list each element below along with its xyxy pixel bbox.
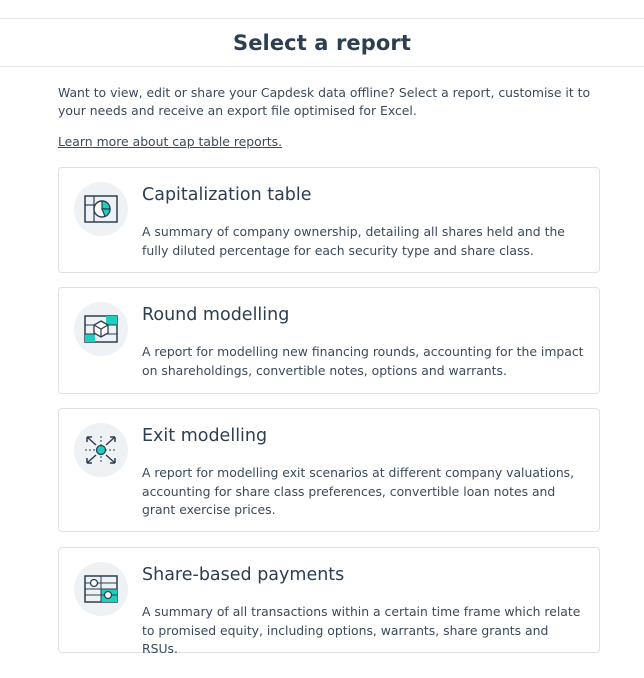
report-description: A report for modelling exit scenarios at different company valuations, accounting for share class preferences, convertible loan notes and grant exercise prices. — [142, 465, 575, 517]
report-title: Exit modelling — [142, 426, 268, 446]
intro-text: Want to view, edit or share your Capdesk data offline? Select a report, customise it to your needs and receive an export file optimised for Excel. — [58, 85, 591, 118]
report-card-round-modelling[interactable] — [58, 287, 600, 394]
page-title: Select a report — [232, 30, 412, 55]
pie-grid-icon — [84, 195, 118, 223]
report-description: A report for modelling new financing rounds, accounting for the impact on shareholdings, convertible notes, options and warrants. — [142, 344, 584, 378]
report-description: A summary of company ownership, detailing all shares held and the fully diluted percentage for each security type and share class. — [142, 224, 565, 258]
cube-grid-icon — [84, 315, 118, 343]
report-title: Capitalization table — [142, 185, 312, 205]
timeline-grid-icon — [84, 575, 118, 603]
report-icon-container — [74, 562, 128, 616]
learn-more-link[interactable]: Learn more about cap table reports. — [58, 134, 283, 149]
report-icon-container — [74, 423, 128, 477]
report-card-share-based-payments[interactable] — [58, 547, 600, 656]
report-title: Round modelling — [142, 305, 290, 325]
report-description: A summary of all transactions within a certain time frame which relate to promised equity, including options, warrants, share grants and RSUs. — [142, 604, 581, 656]
report-title: Share-based payments — [142, 565, 345, 585]
report-icon-container — [74, 182, 128, 236]
report-card-capitalization-table[interactable] — [58, 167, 600, 273]
page-header — [0, 19, 644, 67]
report-icon-container — [74, 302, 128, 356]
report-card-exit-modelling[interactable] — [58, 408, 600, 532]
exit-arrows-icon — [84, 435, 118, 465]
